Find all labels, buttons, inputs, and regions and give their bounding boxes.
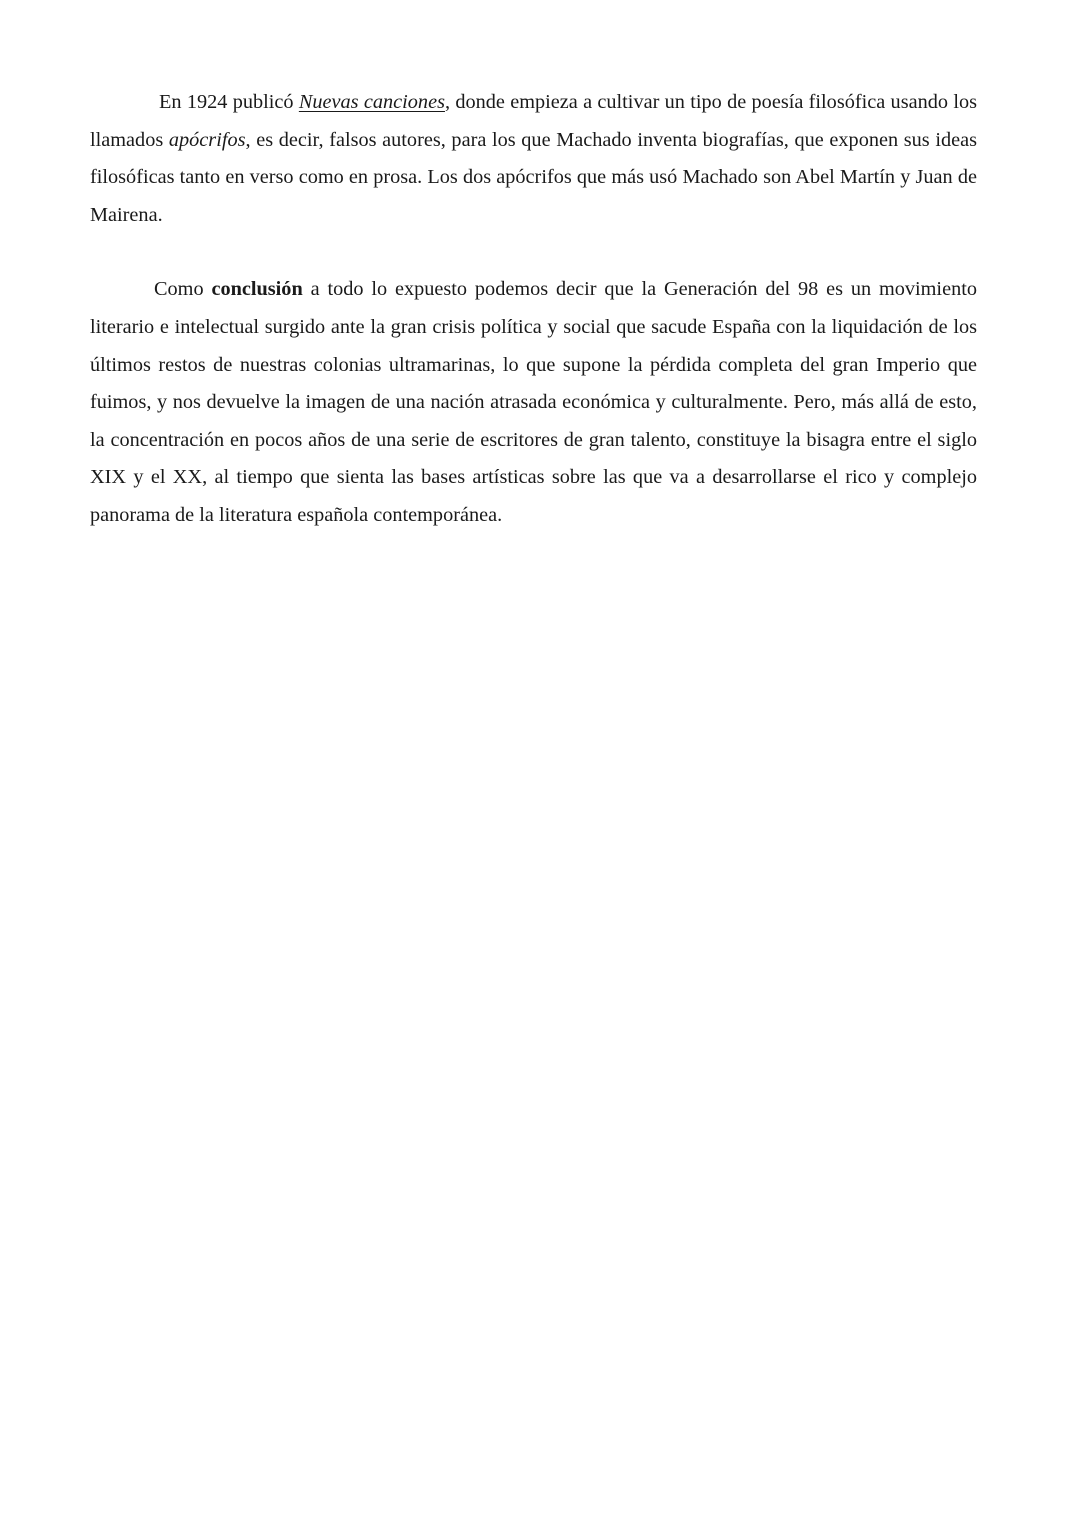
- book-title: Nuevas canciones: [298, 91, 445, 113]
- text-run: a todo lo expuesto podemos decir que la Generación del 98 es un movimiento literario e intelectual surgido ante la gran crisis política y social que sacude España con la liquidación de los últimos restos de nuestras colonias ultramarinas, lo que supone la pérdida completa del gran Imperio que fuimos, y nos devuelve la imagen de una nación atrasada económica y culturalmente. Pero, más allá de esto, la concentración en pocos años de una serie de escritores de gran talento, constituye la bisagra entre el siglo XIX y el XX, al tiempo que sienta las bases artísticas sobre las que va a desarrollarse el rico y complejo panorama de la literatura española contemporánea.: [90, 278, 977, 526]
- italic-term: apócrifos: [168, 128, 246, 151]
- bold-term: conclusión: [211, 278, 303, 301]
- paragraph-nuevas-canciones: [90, 84, 977, 234]
- text-run: Como: [154, 278, 212, 301]
- paragraph-conclusion: [90, 271, 977, 534]
- text-run: En 1924 publicó: [159, 91, 299, 113]
- text-run: , es decir, falsos autores, para los que Machado inventa biografías, que exponen sus ideas filosóficas tanto en verso como en prosa. Los dos apócrifos que más usó Machado son Abel Martín y Juan de Mairena.: [90, 128, 978, 226]
- document-page: [90, 84, 977, 535]
- text-run: , donde empieza a cultivar un tipo de poesía filosófica usando los llamados: [90, 91, 977, 151]
